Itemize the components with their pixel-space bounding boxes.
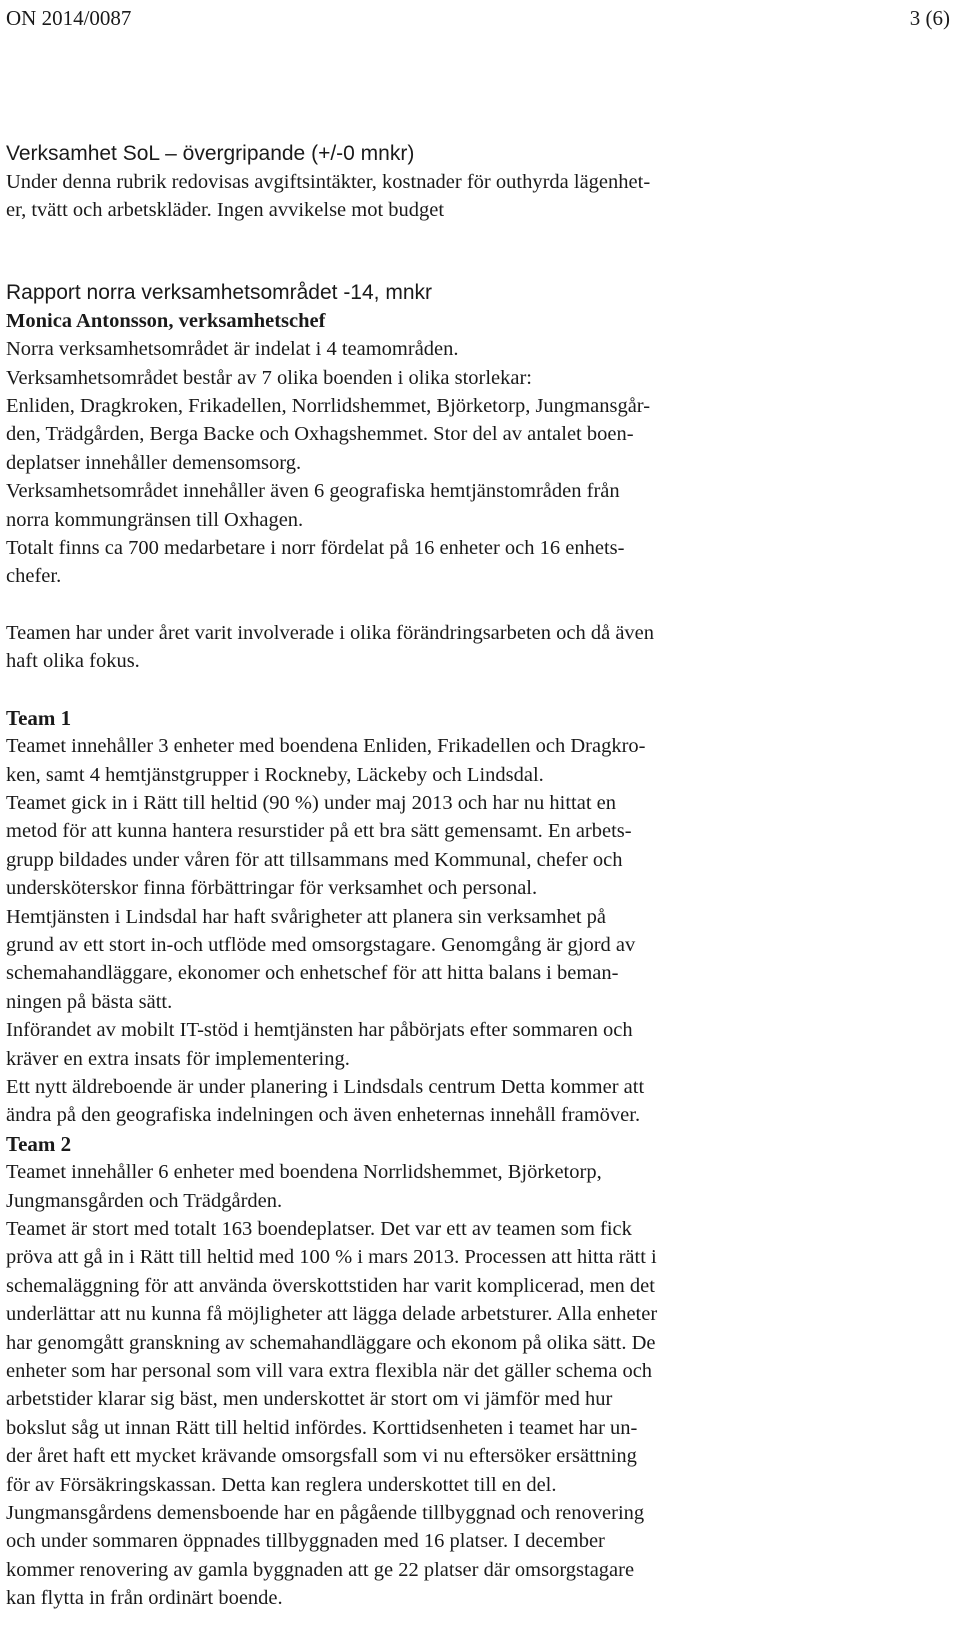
text-line: grupp bildades under våren för att tillsammans med Kommunal, chefer och — [6, 848, 623, 871]
team1-heading: Team 1 — [6, 705, 72, 730]
text-line: kommer renovering av gamla byggnaden att ge 22 platser där omsorgstagare — [6, 1558, 635, 1581]
text-line: haft olika fokus. — [6, 650, 140, 673]
text-line: Teamet gick in i Rätt till heltid (90 %) under maj 2013 och har nu hittat en — [6, 791, 616, 814]
document-reference: ON 2014/0087 — [6, 6, 132, 30]
text-line: Verksamhetsområdet består av 7 olika boenden i olika storlekar: — [6, 366, 533, 389]
team2-paragraph — [6, 1158, 791, 1613]
text-line: Norra verksamhetsområdet är indelat i 4 teamområden. — [6, 338, 459, 361]
text-line: schemaläggning för att använda överskottstiden har varit komplicerad, men det — [6, 1274, 655, 1297]
text-line: enheter som har personal som vill vara extra flexibla när det gäller schema och — [6, 1360, 653, 1383]
text-line: ningen på bästa sätt. — [6, 990, 173, 1013]
text-line: ändra på den geografiska indelningen och även enheternas innehåll framöver. — [6, 1104, 641, 1127]
text-line: metod för att kunna hantera resurstider på ett bra sätt gemensamt. En arbets- — [6, 820, 632, 843]
text-line: har genomgått granskning av schemahandläggare och ekonom på olika sätt. De — [6, 1331, 656, 1354]
section-heading-rapport-norra: Rapport norra verksamhetsområdet -14, mnkr — [6, 280, 432, 304]
section2-paragraph-focus — [6, 619, 791, 676]
text-line: Verksamhetsområdet innehåller även 6 geografiska hemtjänstområden från — [6, 480, 620, 503]
text-line: Enliden, Dragkroken, Frikadellen, Norrlidshemmet, Björketorp, Jungmansgår- — [6, 395, 651, 418]
text-line: Jungmansgården och Trädgården. — [6, 1189, 283, 1212]
text-line: för av Försäkringskassan. Detta kan reglera underskottet till en del. — [6, 1473, 557, 1496]
page-number: 3 (6) — [909, 6, 950, 30]
text-line: Införandet av mobilt IT-stöd i hemtjänsten har påbörjats efter sommaren och — [6, 1019, 633, 1042]
text-line: den, Trädgården, Berga Backe och Oxhagshemmet. Stor del av antalet boen- — [6, 423, 634, 446]
text-line: arbetstider klarar sig bäst, men underskottet är stort om vi jämför med hur — [6, 1388, 613, 1411]
text-line: er, tvätt och arbetskläder. Ingen avvikelse mot budget — [6, 199, 445, 222]
page-header — [6, 6, 950, 34]
text-line: underlättar att nu kunna få möjligheter att lägga delade arbetsturer. Alla enheter — [6, 1303, 658, 1326]
text-line: kräver en extra insats för implementering. — [6, 1047, 350, 1070]
text-line: grund av ett stort in-och utflöde med omsorgstagare. Genomgång är gjord av — [6, 933, 636, 956]
text-line: norra kommungränsen till Oxhagen. — [6, 508, 304, 531]
section2-paragraph — [6, 335, 791, 591]
text-line: Totalt finns ca 700 medarbetare i norr fördelat på 16 enheter och 16 enhets- — [6, 537, 625, 560]
text-line: Teamet innehåller 6 enheter med boendena Norrlidshemmet, Björketorp, — [6, 1161, 602, 1184]
text-line: Hemtjänsten i Lindsdal har haft svårigheter att planera sin verksamhet på — [6, 905, 606, 928]
text-line: Teamet är stort med totalt 163 boendeplatser. Det var ett av teamen som fick — [6, 1218, 632, 1240]
text-line: och under sommaren öppnades tillbyggnaden med 16 platser. I december — [6, 1530, 605, 1553]
section1-paragraph — [6, 168, 791, 225]
text-line: schemahandläggare, ekonomer och enhetschef för att hitta balans i beman- — [6, 962, 619, 985]
text-line: deplatser innehåller demensomsorg. — [6, 451, 302, 474]
text-line: undersköterskor finna förbättringar för verksamhet och personal. — [6, 877, 538, 900]
text-line: Teamet innehåller 3 enheter med boendena Enliden, Frikadellen och Dragkro- — [6, 735, 646, 758]
text-line: kan flytta in från ordinärt boende. — [6, 1587, 283, 1610]
text-line: Teamen har under året varit involverade i olika förändringsarbeten och då även — [6, 621, 655, 644]
text-line: Under denna rubrik redovisas avgiftsintäkter, kostnader för outhyrda lägenhet- — [6, 171, 651, 193]
text-line: pröva att gå in i Rätt till heltid med 100 % i mars 2013. Processen att hitta rätt i — [6, 1246, 657, 1269]
section-heading-verksamhet-sol: Verksamhet SoL – övergripande (+/-0 mnkr) — [6, 142, 415, 165]
text-line: ken, samt 4 hemtjänstgrupper i Rockneby, Läckeby och Lindsdal. — [6, 763, 544, 786]
author-line: Monica Antonsson, verksamhetschef — [6, 309, 326, 332]
text-line: chefer. — [6, 565, 62, 588]
team2-heading: Team 2 — [6, 1131, 72, 1156]
team1-paragraph — [6, 732, 791, 1130]
text-line: Ett nytt äldreboende är under planering i Lindsdals centrum Detta kommer att — [6, 1075, 645, 1098]
document-body — [6, 140, 791, 1613]
text-line: Jungmansgårdens demensboende har en pågående tillbyggnad och renovering — [6, 1502, 645, 1525]
text-line: der året haft ett mycket krävande omsorgsfall som vi nu eftersöker ersättning — [6, 1445, 637, 1468]
text-line: bokslut såg ut innan Rätt till heltid infördes. Korttidsenheten i teamet har un- — [6, 1416, 638, 1439]
